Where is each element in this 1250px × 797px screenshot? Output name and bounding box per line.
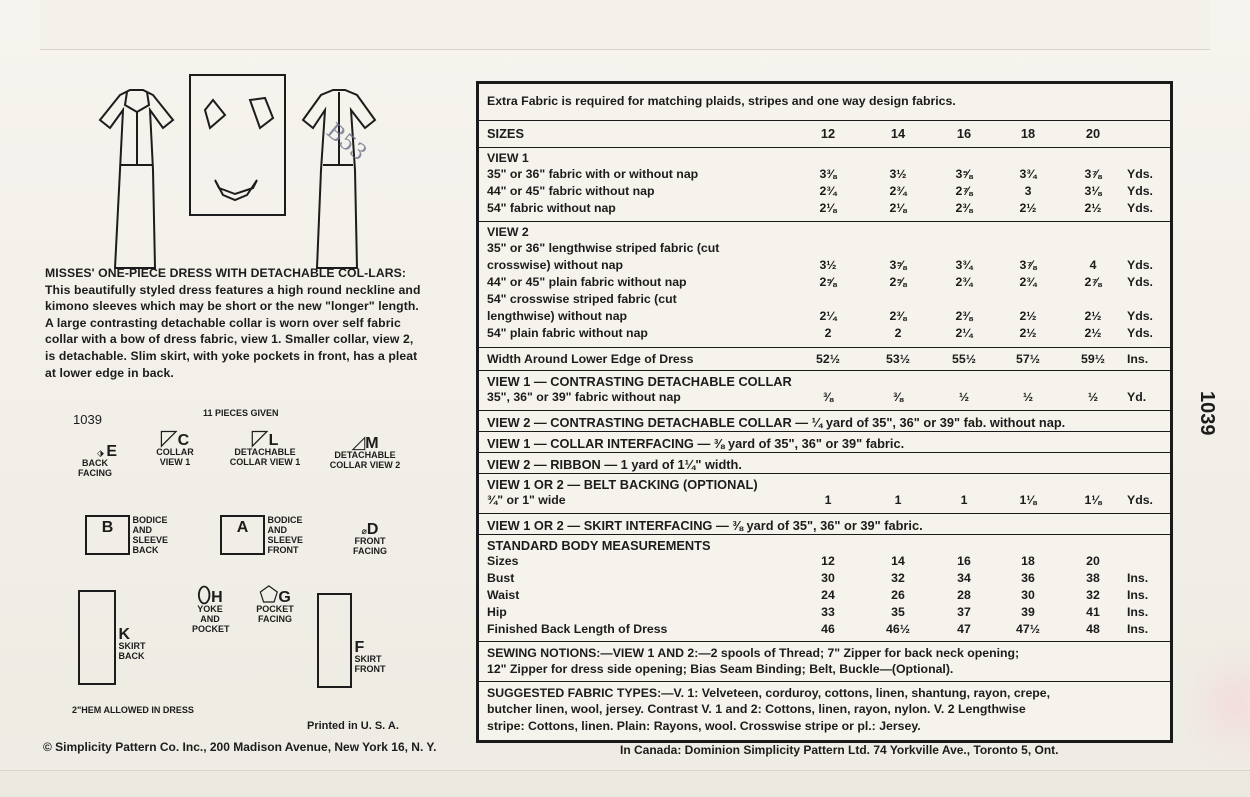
copyright-footer: © Simplicity Pattern Co. Inc., 200 Madison Avenue, New York 16, N. Y. <box>43 740 437 754</box>
view2-heading: VIEW 2 <box>479 221 1170 224</box>
piece-m: ◿M DETACHABLE COLLAR VIEW 2 <box>329 432 401 470</box>
skirt-interfacing-row: VIEW 1 OR 2 — SKIRT INTERFACING — ⅜ yard of 35", 36" or 39" fabric. <box>479 513 1170 517</box>
suggested-fabrics: SUGGESTED FABRIC TYPES:—V. 1: Velveteen, corduroy, cottons, linen, shantung, rayon, crepe, <box>479 681 1170 685</box>
view1-heading: VIEW 1 <box>479 147 1170 150</box>
pieces-given: 11 PIECES GIVEN <box>203 408 279 418</box>
dress-back-view-figure <box>303 90 375 268</box>
piece-g: ⬠G POCKET FACING <box>256 582 294 624</box>
piece-g-icon: ⬠ <box>259 582 279 607</box>
piece-a: A BODICE AND SLEEVE FRONT <box>220 515 330 555</box>
description-title: MISSES' ONE-PIECE DRESS WITH DETACHABLE COL-LARS: <box>45 266 407 280</box>
envelope-bottom-flap <box>0 770 1250 797</box>
collar2-row: VIEW 2 — CONTRASTING DETACHABLE COLLAR — ¼ yard of 35", 36" or 39" fab. without nap. <box>479 410 1170 414</box>
piece-d: ⌀D FRONT FACING <box>352 521 387 556</box>
piece-l-icon: ◸ <box>251 425 269 450</box>
piece-k: K SKIRT BACK <box>78 590 168 685</box>
piece-c: ◸C COLLAR VIEW 1 <box>156 425 194 467</box>
left-column <box>45 60 435 760</box>
pattern-description <box>45 265 425 381</box>
piece-f: F SKIRT FRONT <box>317 593 407 688</box>
yardage-table: Extra Fabric is required for matching plaids, stripes and one way design fabrics. SIZES 12 14 16 18 20 VIEW 1 35" or 36" fabric with or without nap 3⅜ 3½ 3⅝ 3¾ 3⅞ Yds. 44" or 45" fabric without nap 2¾ 2¾ 2⅞ 3 3⅛ Yds. 54" fabric without nap 2⅛ 2⅛ 2⅜ 2½ 2½ Yds. VIEW 2 35" or 36" lengthwise striped fabric (cut crosswise) without nap 3½ 3⅝ 3¾ 3⅞ 4 Yds. 44" or 45" plain fabric without nap 2⅝ 2⅝ 2¾ 2¾ 2⅞ Yds. 54" crosswise striped fabric (cut lengthwise) without nap 2¼ 2⅜ 2⅜ 2½ 2½ Yds. 54" plain fabric without nap 2 2 2¼ 2½ 2½ Yds. Width Around Lower Edge of Dress 52½ 53½ 55½ 57½ 59½ Ins. VIEW 1 — CONTRASTING DETACHABLE COLLAR 35", 36" or 39" fabric without nap ⅜ ⅜ ½ ½ ½ Yd. VIEW 2 — CONTRASTING DETACHABLE COLLAR — ¼ yard of 35", 36" or 39" fab. without nap. VIEW 1 — COLLAR INTERFACING — ⅜ yard of 35", 36" or 39" fabric. VIEW 2 — RIBBON — 1 yard of 1¼" width. VIEW 1 OR 2 — BELT BACKING (OPTIONAL) ¾" or 1" wide 1 1 1 1⅛ 1⅛ Yds. VIEW 1 OR 2 — SKIRT INTERFACING — ⅜ yard of 35", 36" or 39" fabric. STANDARD BODY MEASUREMENTS Sizes 12 14 16 18 20 Bust 30 32 34 36 38 Ins. Waist 24 26 28 30 32 Ins. Hip 33 35 37 39 41 Ins. Finished Back Length of Dress 46 46½ 47 47½ 48 Ins. SEWING NOTIONS:—VIEW 1 AND 2:—2 spools of Thread; 7" Zipper for back neck opening; 12" Zipper for dress side opening; Bias Seam Binding; Belt, Buckle—(Optional). SUGGESTED FABRIC TYPES:—V. 1: Velveteen, corduroy, cottons, linen, shantung, rayon, crepe, butcher linen, wool, jersey. Contrast V. 1 and 2: Cottons, linen, rayon, nylon. V. 2 Lengthwise stripe: Cottons, linen. Plain: Rayons, wool. Crosswise stripe or pl.: Jersey. <box>476 81 1173 743</box>
width-row: Width Around Lower Edge of Dress 52½ 53½ 55½ 57½ 59½ Ins. <box>479 347 1170 351</box>
piece-b-icon: B <box>85 515 130 555</box>
dress-front-view-figure <box>100 90 173 268</box>
sizes-header-row: SIZES 12 14 16 18 20 <box>479 120 1170 125</box>
interfacing-row: VIEW 1 — COLLAR INTERFACING — ⅜ yard of 35", 36" or 39" fabric. <box>479 431 1170 435</box>
collar-detail-box <box>190 75 285 215</box>
collar1-heading: VIEW 1 — CONTRASTING DETACHABLE COLLAR <box>479 370 1170 373</box>
pattern-number: 1039 <box>73 412 102 427</box>
dress-illustrations <box>95 70 395 270</box>
sewing-notions: SEWING NOTIONS:—VIEW 1 AND 2:—2 spools of Thread; 7" Zipper for back neck opening; <box>479 641 1170 645</box>
side-pattern-number: 1039 <box>1196 390 1218 436</box>
piece-a-icon: A <box>220 515 265 555</box>
pattern-pieces-diagram <box>45 425 435 725</box>
piece-k-icon <box>78 590 116 685</box>
piece-m-icon: ◿ <box>351 432 366 452</box>
piece-h-icon: ⬯ <box>197 582 212 607</box>
piece-c-icon: ◸ <box>160 425 178 450</box>
envelope-top-flap <box>40 0 1210 50</box>
belt-heading: VIEW 1 OR 2 — BELT BACKING (OPTIONAL) <box>479 473 1170 476</box>
measurements-heading: STANDARD BODY MEASUREMENTS <box>479 534 1170 537</box>
paper-stain <box>1180 640 1250 770</box>
canada-footer: In Canada: Dominion Simplicity Pattern Ltd. 74 Yorkville Ave., Toronto 5, Ont. <box>620 743 1059 757</box>
piece-e: ⬗ E BACK FACING <box>77 443 118 478</box>
piece-e-icon: ⬗ <box>96 448 107 458</box>
piece-b: B BODICE AND SLEEVE BACK <box>85 515 195 555</box>
printed-in: Printed in U. S. A. <box>307 720 399 732</box>
hem-note: 2"HEM ALLOWED IN DRESS <box>72 705 194 715</box>
description-body: This beautifully styled dress features a high round neckline and kimono sleeves which may be short or the new "longer" length. A large contrasting detachable collar is worn over self fabric collar with a bow of dress fabric, view 1. Smaller collar, view 2, is detachable. Slim skirt, with yoke pockets in front, has a pleat at lower edge in back. <box>45 282 421 380</box>
ribbon-row: VIEW 2 — RIBBON — 1 yard of 1¼" width. <box>479 452 1170 456</box>
piece-f-icon <box>317 593 352 688</box>
piece-d-icon: ⌀ <box>361 526 367 536</box>
piece-l: ◸L DETACHABLE COLLAR VIEW 1 <box>229 425 301 467</box>
ink-stamp: B53 <box>321 118 372 167</box>
piece-h: ⬯H YOKE AND POCKET <box>192 582 230 634</box>
